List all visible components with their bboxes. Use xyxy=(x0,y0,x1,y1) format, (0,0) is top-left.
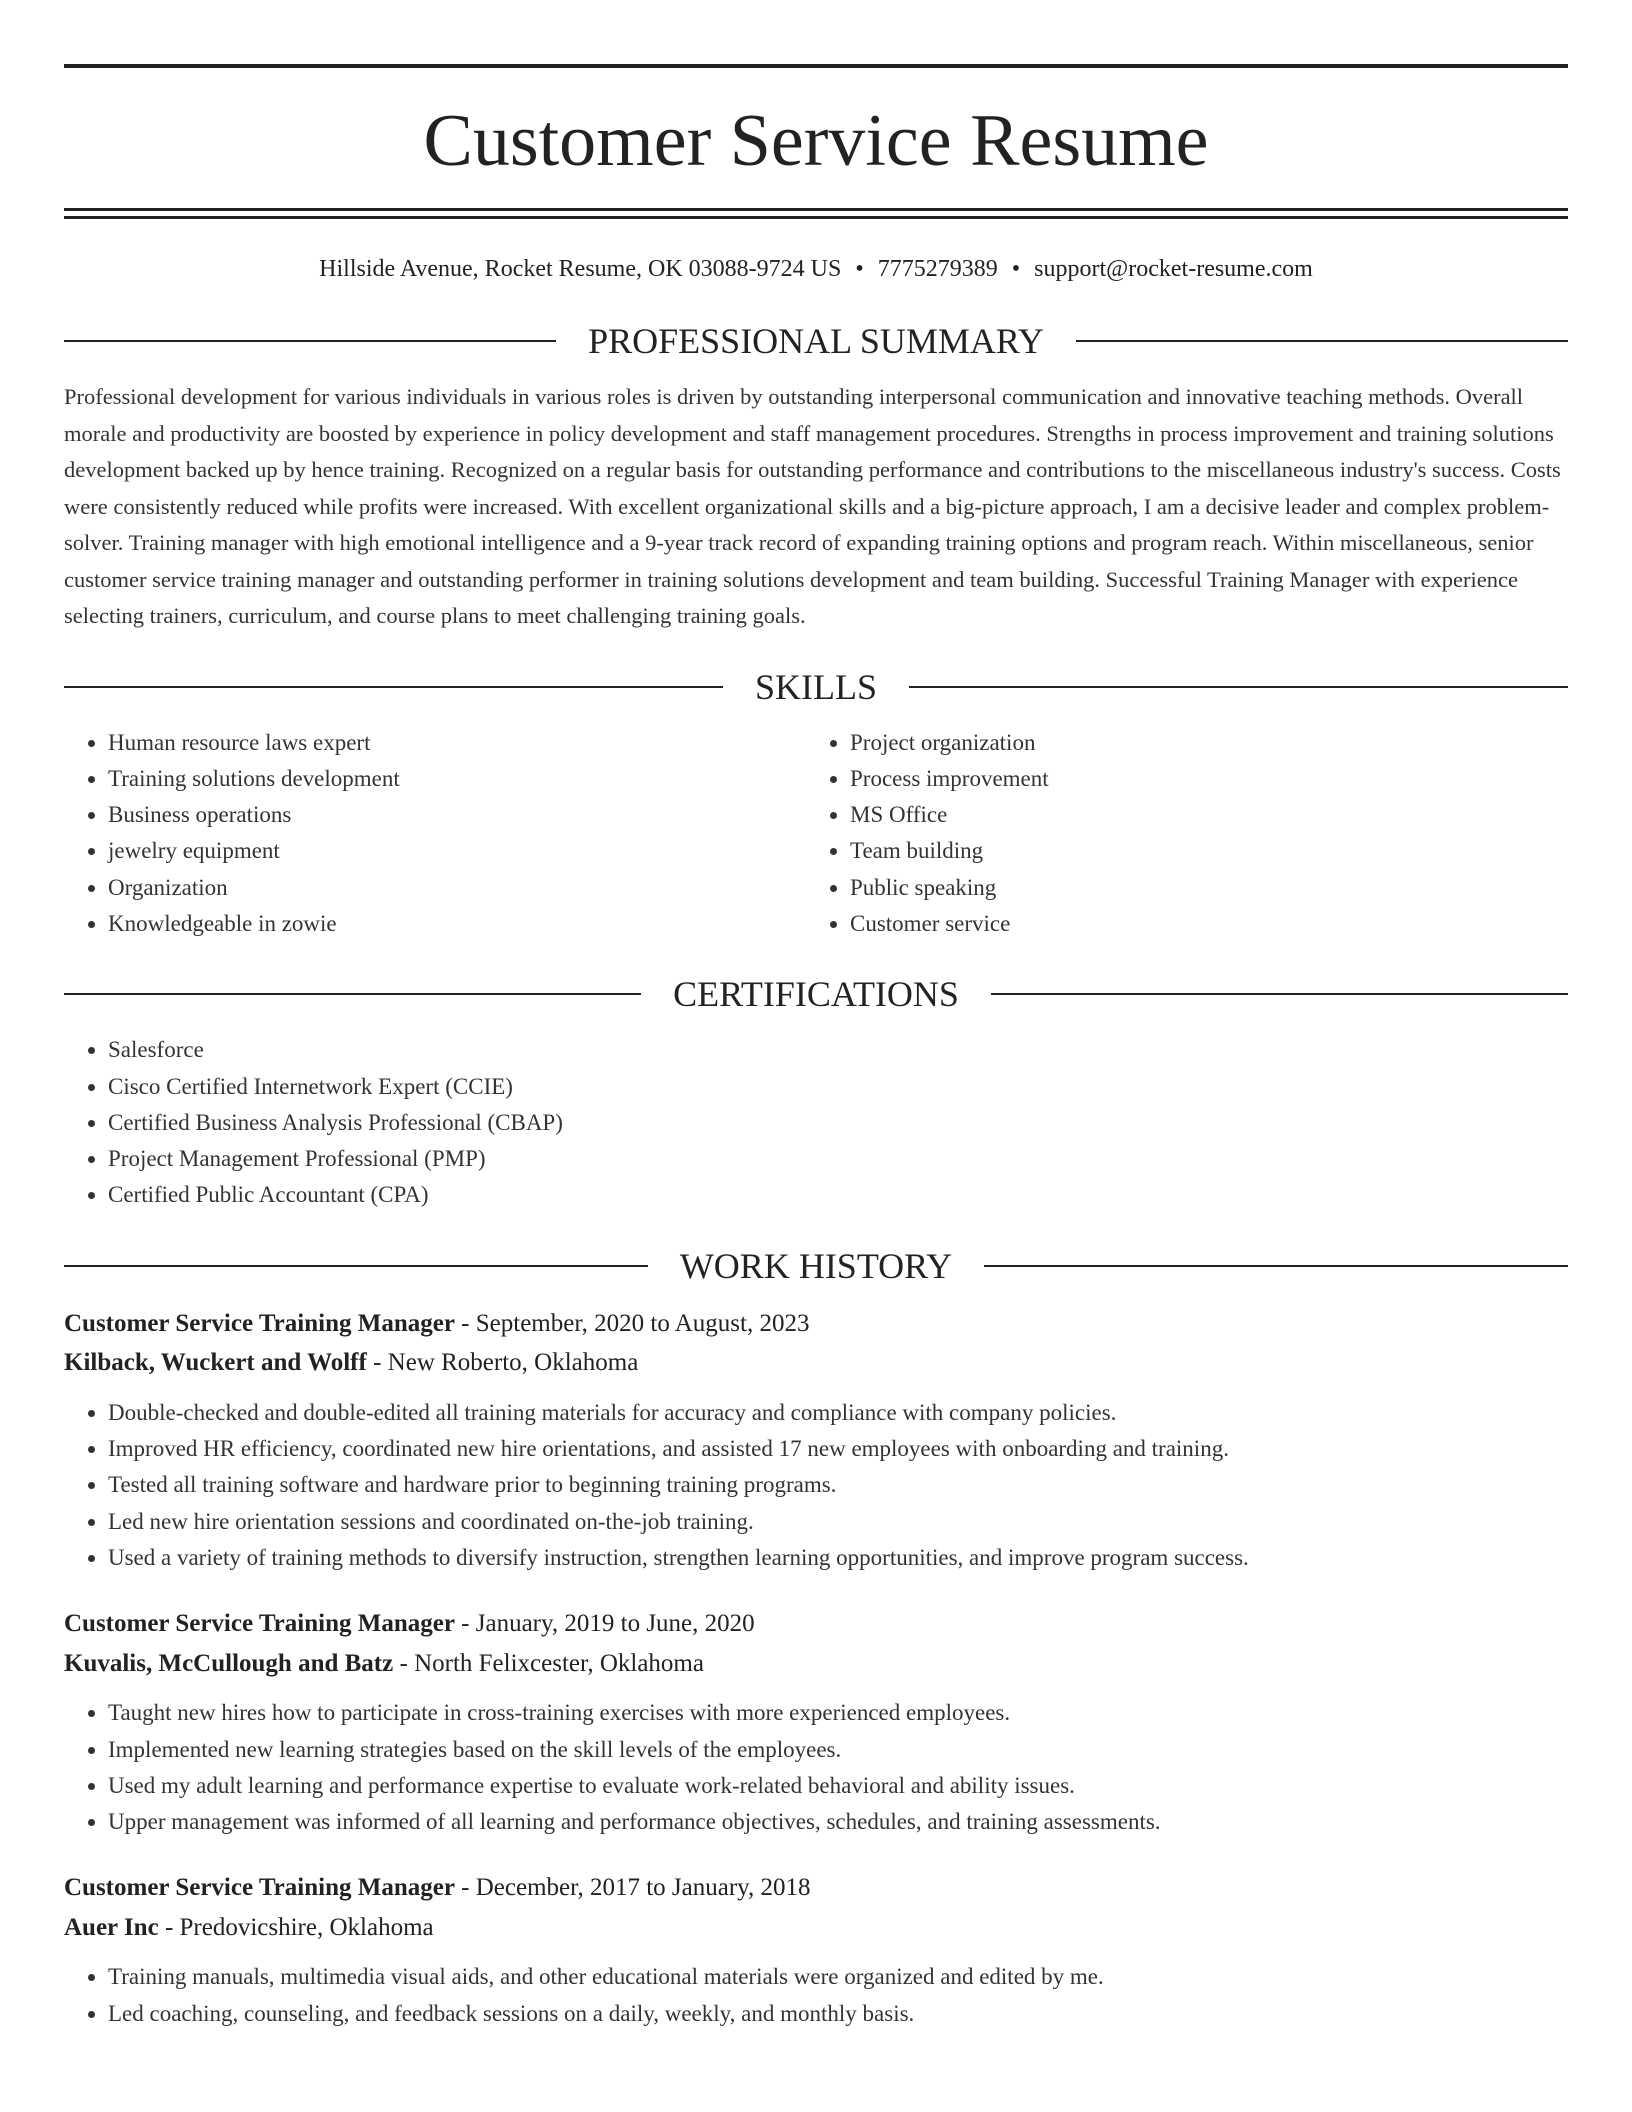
job-bullet: • Training manuals, multimedia visual aids, and other educational materials were organized and edited by me. xyxy=(108,1959,1568,1995)
skills-list xyxy=(64,725,1568,943)
job-location: North Felixcester, Oklahoma xyxy=(414,1649,704,1677)
skill-item: • Knowledgeable in zowie xyxy=(108,906,806,942)
section-rule xyxy=(64,340,556,342)
page-title: Customer Service Resume xyxy=(423,100,1209,182)
job-bullet: • Led coaching, counseling, and feedback sessions on a daily, weekly, and monthly basis. xyxy=(108,1996,1568,2032)
certification-item: • Project Management Professional (PMP) xyxy=(108,1141,1568,1177)
section-title: PROFESSIONAL SUMMARY xyxy=(588,321,1044,361)
section-rule xyxy=(909,686,1568,688)
certifications-list xyxy=(64,1032,1568,1213)
section-title: CERTIFICATIONS xyxy=(673,974,959,1015)
skill-item: • Process improvement xyxy=(850,761,1548,797)
skills-column-right xyxy=(806,725,1548,943)
work-history-list xyxy=(64,1304,1568,2032)
skills-column-left xyxy=(64,725,806,943)
job-bullet: • Implemented new learning strategies based on the skill levels of the employees. xyxy=(108,1732,1568,1768)
certification-item: • Certified Business Analysis Professional (CBAP) xyxy=(108,1105,1568,1141)
section-rule xyxy=(991,993,1568,995)
section-rule xyxy=(64,686,723,688)
skill-item: • Human resource laws expert xyxy=(108,725,806,761)
job-dash: - xyxy=(393,1649,415,1677)
skill-item: • Business operations xyxy=(108,797,806,833)
job-bullets xyxy=(64,1959,1568,2032)
skills-left-list xyxy=(64,725,806,943)
job-company: Kilback, Wuckert and Wolff xyxy=(64,1349,367,1377)
skill-item: • Team building xyxy=(850,833,1548,869)
job-entry xyxy=(64,1604,1568,1840)
section-heading-skills xyxy=(64,666,1568,707)
section-heading-summary xyxy=(64,323,1568,359)
job-bullet: • Improved HR efficiency, coordinated new hire orientations, and assisted 17 new employees with onboarding and training. xyxy=(108,1431,1568,1467)
certification-item: • Salesforce xyxy=(108,1032,1568,1068)
job-dates: December, 2017 to January, 2018 xyxy=(475,1874,811,1902)
skill-item: • Organization xyxy=(108,870,806,906)
job-company-line xyxy=(64,1908,1568,1948)
section-rule xyxy=(64,1265,648,1267)
job-bullet: • Double-checked and double-edited all training materials for accuracy and compliance with company policies. xyxy=(108,1395,1568,1431)
job-location: Predovicshire, Oklahoma xyxy=(179,1913,434,1941)
job-dash: - xyxy=(366,1349,388,1377)
skill-item: • Customer service xyxy=(850,906,1548,942)
job-dates: September, 2020 to August, 2023 xyxy=(475,1309,810,1337)
skill-item: • jewelry equipment xyxy=(108,833,806,869)
summary-text: Professional development for various individuals in various roles is driven by outstanding interpersonal communication and innovative teaching methods. Overall morale and productivity are boosted by experience in policy development and staff management procedures. Strengths in process improvement and training solutions development backed up by hence training. Recognized on a regular basis for outstanding performance and contributions to the miscellaneous industry's success. Costs were consistently reduced while profits were increased. With excellent organizational skills and a big-picture approach, I am a decisive leader and complex problem-solver. Training manager with high emotional intelligence and a 9-year track record of expanding training options and program reach. Within miscellaneous, senior customer service training manager and outstanding performer in training solutions development and team building. Successful Training Manager with experience selecting trainers, curriculum, and course plans to meet challenging training goals. xyxy=(64,384,1561,628)
job-dash: - xyxy=(454,1874,476,1902)
contact-phone: 7775279389 xyxy=(877,256,998,282)
job-bullet: • Led new hire orientation sessions and coordinated on-the-job training. xyxy=(108,1504,1568,1540)
skill-item: • MS Office xyxy=(850,797,1548,833)
certification-item: • Certified Public Accountant (CPA) xyxy=(108,1177,1568,1213)
section-heading-work-history xyxy=(64,1245,1568,1286)
skill-item: • Training solutions development xyxy=(108,761,806,797)
job-bullet: • Taught new hires how to participate in cross-training exercises with more experienced employees. xyxy=(108,1695,1568,1731)
section-rule xyxy=(984,1265,1568,1267)
section-heading-certifications xyxy=(64,974,1568,1015)
contact-address: Hillside Avenue, Rocket Resume, OK 03088-9724 US xyxy=(319,256,842,282)
job-bullets xyxy=(64,1695,1568,1840)
section-title: WORK HISTORY xyxy=(679,1245,953,1286)
job-company-line xyxy=(64,1343,1568,1383)
top-rule xyxy=(64,64,1568,68)
job-role: Customer Service Training Manager xyxy=(64,1309,455,1337)
job-bullet: • Used a variety of training methods to diversify instruction, strengthen learning opportunities, and improve program success. xyxy=(108,1540,1568,1576)
job-location: New Roberto, Oklahoma xyxy=(387,1349,639,1377)
job-bullets xyxy=(64,1395,1568,1576)
job-title-line xyxy=(64,1304,1568,1344)
job-dates: January, 2019 to June, 2020 xyxy=(475,1610,755,1638)
contact-separator: • xyxy=(855,256,864,282)
section-rule xyxy=(64,993,641,995)
title-double-rule xyxy=(64,208,1568,219)
contact-line xyxy=(64,257,1568,281)
job-title-line xyxy=(64,1868,1568,1908)
section-title: SKILLS xyxy=(755,666,878,707)
contact-separator: • xyxy=(1011,256,1021,282)
job-entry xyxy=(64,1304,1568,1576)
skill-item: • Public speaking xyxy=(850,870,1548,906)
job-bullet: • Upper management was informed of all learning and performance objectives, schedules, and training assessments. xyxy=(108,1804,1568,1840)
job-bullet: • Used my adult learning and performance expertise to evaluate work-related behavioral and ability issues. xyxy=(108,1768,1568,1804)
skills-right-list xyxy=(806,725,1548,943)
job-role: Customer Service Training Manager xyxy=(64,1874,455,1902)
job-role: Customer Service Training Manager xyxy=(64,1610,455,1638)
job-dash: - xyxy=(454,1309,476,1337)
job-company: Auer Inc xyxy=(64,1913,159,1941)
job-title-line xyxy=(64,1604,1568,1644)
certifications-items xyxy=(64,1032,1568,1213)
contact-email: support@rocket-resume.com xyxy=(1034,256,1313,282)
skill-item: • Project organization xyxy=(850,725,1548,761)
section-rule xyxy=(1076,340,1568,342)
certification-item: • Cisco Certified Internetwork Expert (CCIE) xyxy=(108,1069,1568,1105)
job-entry xyxy=(64,1868,1568,2032)
job-company-line xyxy=(64,1644,1568,1684)
job-company: Kuvalis, McCullough and Batz xyxy=(64,1649,394,1677)
job-bullet: • Tested all training software and hardware prior to beginning training programs. xyxy=(108,1467,1568,1503)
job-dash: - xyxy=(454,1610,476,1638)
job-dash: - xyxy=(158,1913,180,1941)
